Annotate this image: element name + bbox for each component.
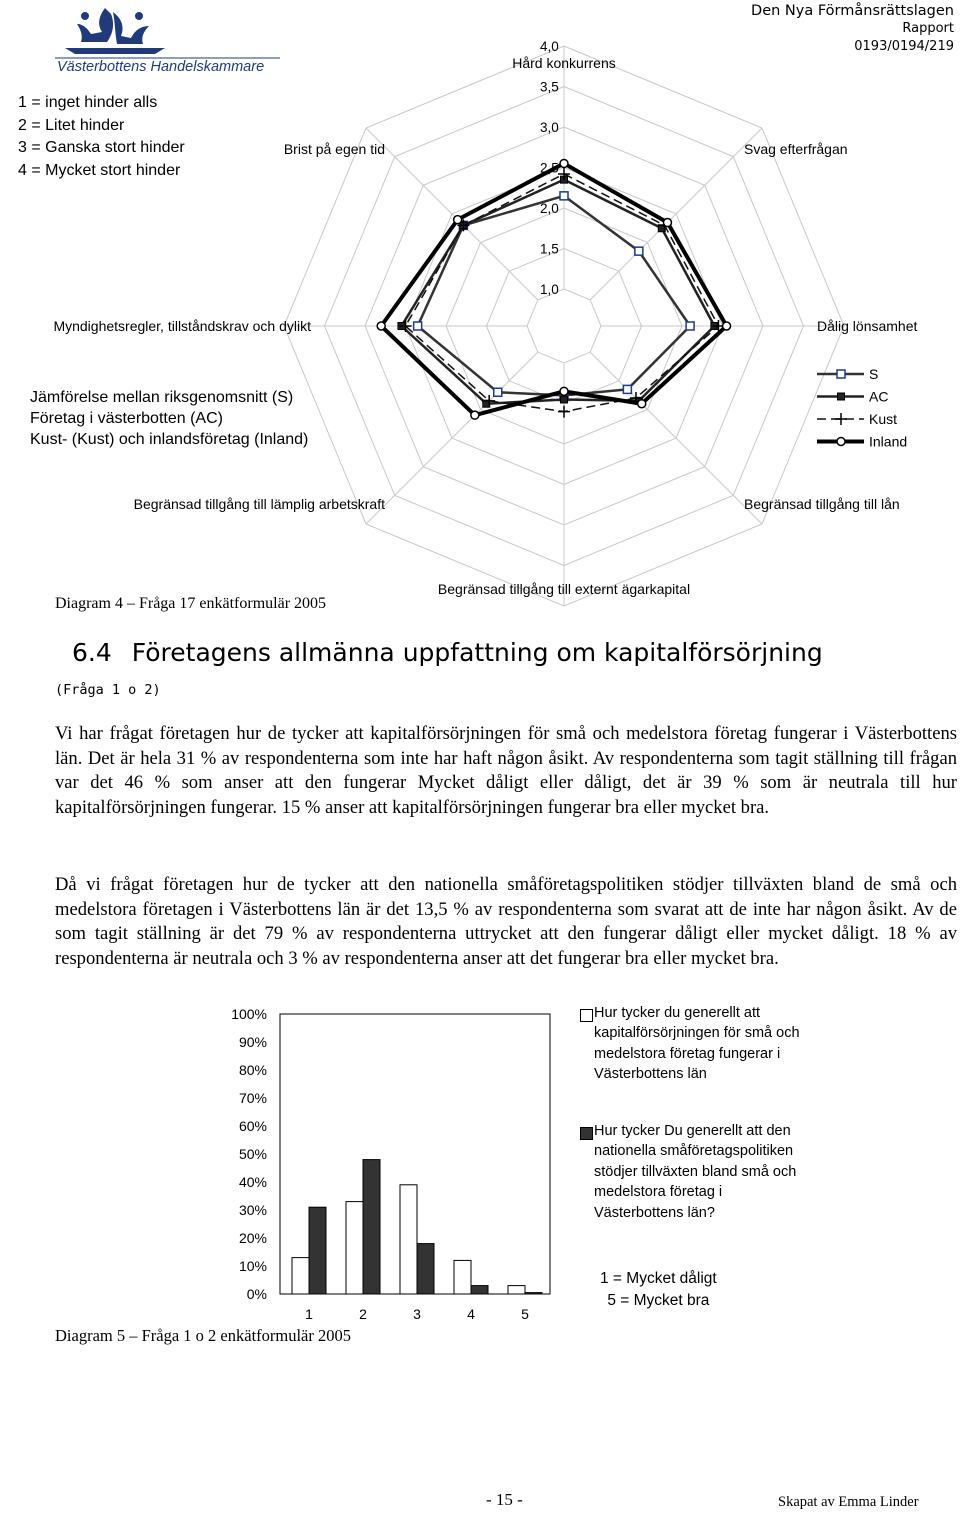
radar-chart	[0, 0, 960, 620]
bar-x-tick-label: 1	[305, 1306, 313, 1322]
radar-legend-label: Inland	[869, 433, 908, 450]
radar-grid-ring	[527, 289, 601, 363]
radar-point	[560, 159, 568, 167]
bar-legend-swatch-1	[580, 1009, 593, 1022]
bar-series-2	[417, 1244, 434, 1294]
radar-legend-item	[817, 434, 907, 450]
radar-point	[558, 406, 570, 418]
section-title: Företagens allmänna uppfattning om kapitalförsörjning	[131, 638, 823, 667]
radar-legend-label: AC	[869, 388, 889, 405]
radar-series-kust	[400, 168, 725, 418]
radar-tick-label: 4,0	[540, 39, 559, 54]
bar-y-tick-label: 80%	[238, 1062, 267, 1078]
radar-point	[561, 396, 568, 403]
footer-author: Skapat av Emma Linder	[778, 1494, 919, 1510]
radar-tick-label: 2,5	[540, 160, 559, 176]
radar-point	[471, 411, 479, 419]
radar-point	[560, 387, 568, 395]
radar-legend-marker	[837, 438, 845, 446]
bar-series-1	[508, 1286, 525, 1294]
radar-legend-marker	[835, 413, 847, 425]
bar-series-1	[346, 1202, 363, 1294]
bar-y-tick-label: 60%	[238, 1118, 267, 1134]
bar-series-2	[471, 1286, 488, 1294]
scale-legend-item: 2 = Litet hinder	[18, 116, 125, 134]
radar-legend-marker	[838, 393, 845, 400]
bar-chart	[0, 990, 580, 1330]
radar-description-line: Jämförelse mellan riksgenomsnitt (S)	[30, 389, 294, 406]
bar-x-tick-label: 2	[359, 1306, 367, 1322]
scale-legend-item: 1 = inget hinder alls	[18, 94, 158, 111]
radar-legend-marker	[837, 370, 845, 378]
radar-tick-label: 1,5	[540, 241, 559, 257]
bar-y-tick-label: 20%	[238, 1230, 267, 1246]
radar-point	[635, 247, 643, 255]
radar-point	[686, 322, 694, 330]
radar-tick-label: 1,0	[540, 282, 559, 297]
radar-tick-label: 3,5	[540, 79, 559, 95]
bar-x-tick-label: 3	[413, 1306, 421, 1322]
header-org-line: Den Nya Förmånsrättslagen	[751, 3, 954, 19]
bar-x-tick-label: 5	[521, 1306, 529, 1322]
radar-tick-label: 2,0	[540, 201, 559, 216]
bar-legend-swatch-2	[580, 1127, 593, 1140]
radar-spoke	[366, 128, 538, 300]
radar-axis-label: Myndighetsregler, tillståndskrav och dylikt	[53, 318, 311, 334]
radar-point	[638, 400, 646, 408]
section-heading	[72, 638, 823, 667]
radar-legend-label: Kust	[869, 411, 898, 427]
bar-scale-note-line: 5 = Mycket bra	[607, 1292, 710, 1309]
bar-series-2	[363, 1160, 380, 1294]
bar-scale-note-line: 1 = Mycket dåligt	[600, 1270, 717, 1287]
section-number: 6.4	[72, 638, 112, 667]
bar-x-tick-label: 4	[467, 1306, 475, 1322]
bar-y-tick-label: 50%	[238, 1146, 267, 1162]
bar-series-2	[309, 1207, 326, 1294]
radar-point	[663, 219, 671, 227]
radar-axis-label: Brist på egen tid	[283, 141, 385, 157]
radar-legend-item	[817, 411, 897, 427]
scale-legend-item: 4 = Mycket stort hinder	[18, 161, 181, 179]
bar-y-tick-label: 90%	[238, 1034, 267, 1050]
section-subtitle: (Fråga 1 o 2)	[55, 682, 161, 698]
header-org-line: Rapport	[902, 21, 954, 36]
body-paragraph: Vi har frågat företagen hur de tycker att kapitalförsörjningen för små och medelstora företag fungerar i Västerbottens län. Det är hela 31 % av respondenterna som inte har haft någon åsikt. Av respondenterna som tagit ställning till frågan var det 46 % som anser att den fungerar Mycket dåligt eller dåligt, det är 39 % som är neutrala till hur kapitalförsörjningen fungerar. 15 % anser att kapitalförsörjningen fungerar bra eller mycket bra.	[55, 723, 957, 818]
radar-legend-label: S	[869, 366, 879, 382]
bar-y-tick-label: 100%	[231, 1006, 267, 1022]
bar-y-tick-label: 30%	[238, 1202, 267, 1218]
bar-legend-label-1: Hur tycker du generellt att kapitalförsörjningen för små och medelstora företag fungerar i Västerbottens län	[594, 1005, 800, 1083]
header-org-line: 0193/0194/219	[854, 39, 954, 54]
page-number: - 15 -	[486, 1490, 523, 1509]
bar-y-tick-label: 40%	[238, 1174, 267, 1190]
radar-axis-label: Begränsad tillgång till externt ägarkapital	[437, 581, 691, 597]
bar-series-1	[400, 1185, 417, 1294]
radar-spoke	[590, 352, 762, 524]
radar-point	[377, 322, 385, 330]
bar-legend-label-2: Hur tycker Du generellt att den nationella småföretagspolitiken stödjer tillväxten bland små och medelstora företag i Västerbottens län?	[594, 1123, 797, 1221]
radar-point	[494, 388, 502, 396]
scale-legend-item: 3 = Ganska stort hinder	[18, 139, 185, 156]
bar-series-1	[454, 1260, 471, 1294]
logo-text: Västerbottens Handelskammare	[57, 59, 265, 74]
diagram-5-caption: Diagram 5 – Fråga 1 o 2 enkätformulär 2005	[55, 1326, 352, 1345]
radar-axis-label: Begränsad tillgång till lån	[744, 496, 900, 512]
radar-axis-label: Begränsad tillgång till lämplig arbetskraft	[133, 496, 385, 512]
bar-series-2	[525, 1293, 542, 1294]
radar-axis-label: Svag efterfrågan	[744, 141, 848, 157]
radar-legend-item	[817, 389, 888, 405]
radar-description-line: Företag i västerbotten (AC)	[30, 410, 223, 427]
radar-point	[454, 216, 462, 224]
radar-axis-label: Dålig lönsamhet	[817, 318, 918, 334]
diagram-4-caption: Diagram 4 – Fråga 17 enkätformulär 2005	[55, 595, 327, 612]
bar-y-tick-label: 0%	[246, 1286, 267, 1302]
radar-point	[560, 192, 568, 200]
radar-axis-label: Hård konkurrens	[512, 55, 616, 71]
radar-point	[723, 322, 731, 330]
radar-tick-label: 3,0	[540, 120, 559, 135]
radar-spoke	[590, 128, 762, 300]
radar-spoke	[366, 352, 538, 524]
bar-y-tick-label: 10%	[238, 1258, 267, 1274]
radar-point	[414, 322, 422, 330]
bar-series-1	[292, 1258, 309, 1294]
bar-y-tick-label: 70%	[238, 1090, 267, 1106]
body-paragraph: Då vi frågat företagen hur de tycker att den nationella småföretagspolitiken stödjer tillväxten bland de små och medelstora företagen i Västerbottens län är det 13,5 % av respondenterna som svarat att de inte har någon åsikt. Av de som tagit ställning är det 79 % av respondenterna uttrycket att den fungerar dåligt eller mycket dåligt. 18 % av respondenterna är neutrala och 3 % av respondenterna anser att det fungerar bra eller mycket bra.	[55, 874, 957, 969]
radar-point	[623, 385, 631, 393]
bar-scale-note	[600, 1268, 717, 1312]
radar-description-line: Kust- (Kust) och inlandsföretag (Inland)	[30, 431, 309, 448]
